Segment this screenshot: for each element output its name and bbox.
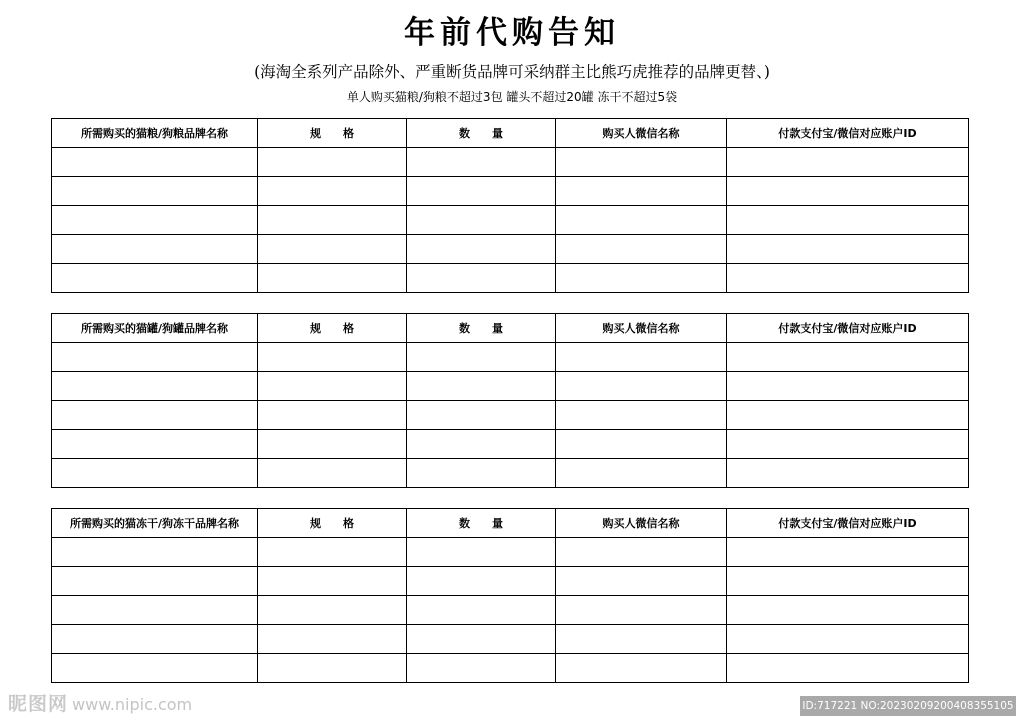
column-header-wechat-name: 购买人微信名称 xyxy=(556,509,727,538)
table-cell[interactable] xyxy=(407,654,556,683)
table-cell[interactable] xyxy=(258,654,407,683)
table-cell[interactable] xyxy=(407,625,556,654)
table-cell[interactable] xyxy=(52,459,258,488)
table-cell[interactable] xyxy=(727,264,969,293)
column-header-spec: 规 格 xyxy=(258,314,407,343)
column-header-spec: 规 格 xyxy=(258,119,407,148)
table-cell[interactable] xyxy=(727,654,969,683)
table-row xyxy=(52,177,969,206)
table-cell[interactable] xyxy=(407,177,556,206)
table-cell[interactable] xyxy=(556,177,727,206)
table-cell[interactable] xyxy=(727,401,969,430)
table-cell[interactable] xyxy=(407,401,556,430)
table-cell[interactable] xyxy=(556,430,727,459)
column-header-wechat-name: 购买人微信名称 xyxy=(556,314,727,343)
table-cell[interactable] xyxy=(556,567,727,596)
table-cell[interactable] xyxy=(727,596,969,625)
table-header-row xyxy=(52,509,969,538)
table-cell[interactable] xyxy=(407,459,556,488)
column-header-payment-id: 付款支付宝/微信对应账户ID xyxy=(727,119,969,148)
table-cell[interactable] xyxy=(727,459,969,488)
table-row xyxy=(52,235,969,264)
table-row xyxy=(52,459,969,488)
table-cell[interactable] xyxy=(258,206,407,235)
table-row xyxy=(52,538,969,567)
table-cell[interactable] xyxy=(258,343,407,372)
table-cell[interactable] xyxy=(258,625,407,654)
table-cell[interactable] xyxy=(258,372,407,401)
table-cell[interactable] xyxy=(258,401,407,430)
column-header-brand: 所需购买的猫冻干/狗冻干品牌名称 xyxy=(52,509,258,538)
table-cell[interactable] xyxy=(556,596,727,625)
table-cell[interactable] xyxy=(258,177,407,206)
table-cell[interactable] xyxy=(556,148,727,177)
page-title: 年前代购告知 xyxy=(404,15,620,51)
column-header-brand: 所需购买的猫粮/狗粮品牌名称 xyxy=(52,119,258,148)
table-cell[interactable] xyxy=(556,206,727,235)
watermark-url: www.nipic.com xyxy=(72,695,193,714)
table-cell[interactable] xyxy=(727,177,969,206)
table-cell[interactable] xyxy=(52,235,258,264)
table-row xyxy=(52,625,969,654)
table-cell[interactable] xyxy=(556,459,727,488)
table-cell[interactable] xyxy=(258,459,407,488)
table-cell[interactable] xyxy=(258,148,407,177)
column-header-payment-id: 付款支付宝/微信对应账户ID xyxy=(727,314,969,343)
table-cell[interactable] xyxy=(258,567,407,596)
table-row xyxy=(52,206,969,235)
column-header-spec: 规 格 xyxy=(258,509,407,538)
table-cell[interactable] xyxy=(727,625,969,654)
table-cell[interactable] xyxy=(258,538,407,567)
table-cell[interactable] xyxy=(407,206,556,235)
table-row xyxy=(52,430,969,459)
table-cell[interactable] xyxy=(52,264,258,293)
column-header-quantity: 数 量 xyxy=(407,314,556,343)
column-header-wechat-name: 购买人微信名称 xyxy=(556,119,727,148)
table-cell[interactable] xyxy=(727,430,969,459)
table-cell[interactable] xyxy=(52,206,258,235)
table-cell[interactable] xyxy=(556,343,727,372)
cat-dog-food-table xyxy=(51,118,969,293)
cat-dog-freeze-dried-table xyxy=(51,508,969,683)
table-cell[interactable] xyxy=(52,596,258,625)
table-cell[interactable] xyxy=(407,538,556,567)
table-cell[interactable] xyxy=(52,654,258,683)
table-cell[interactable] xyxy=(52,401,258,430)
table-cell[interactable] xyxy=(258,264,407,293)
table-cell[interactable] xyxy=(52,148,258,177)
site-watermark xyxy=(8,690,192,719)
table-cell[interactable] xyxy=(52,343,258,372)
table-cell[interactable] xyxy=(52,538,258,567)
table-cell[interactable] xyxy=(52,430,258,459)
table-header-row xyxy=(52,119,969,148)
table-cell[interactable] xyxy=(52,567,258,596)
table-row xyxy=(52,343,969,372)
table-row xyxy=(52,596,969,625)
table-cell[interactable] xyxy=(727,343,969,372)
purchase-limit-rule: 单人购买猫粮/狗粮不超过3包 罐头不超过20罐 冻干不超过5袋 xyxy=(346,90,678,104)
table-row xyxy=(52,148,969,177)
cat-dog-can-table xyxy=(51,313,969,488)
table-cell[interactable] xyxy=(407,596,556,625)
column-header-payment-id: 付款支付宝/微信对应账户ID xyxy=(727,509,969,538)
table-cell[interactable] xyxy=(727,538,969,567)
table-cell[interactable] xyxy=(52,625,258,654)
watermark-site-name: 昵图网 xyxy=(8,693,69,715)
table-cell[interactable] xyxy=(727,567,969,596)
table-cell[interactable] xyxy=(556,625,727,654)
table-cell[interactable] xyxy=(556,235,727,264)
table-cell[interactable] xyxy=(258,596,407,625)
table-cell[interactable] xyxy=(407,430,556,459)
column-header-quantity: 数 量 xyxy=(407,509,556,538)
table-cell[interactable] xyxy=(727,235,969,264)
table-cell[interactable] xyxy=(407,372,556,401)
table-cell[interactable] xyxy=(556,401,727,430)
table-cell[interactable] xyxy=(407,148,556,177)
table-cell[interactable] xyxy=(52,372,258,401)
column-header-quantity: 数 量 xyxy=(407,119,556,148)
table-row xyxy=(52,264,969,293)
table-cell[interactable] xyxy=(52,177,258,206)
table-cell[interactable] xyxy=(727,206,969,235)
table-cell[interactable] xyxy=(556,538,727,567)
table-row xyxy=(52,567,969,596)
image-id-watermark: ID:717221 NO:20230209200408355105 xyxy=(800,696,1016,716)
table-cell[interactable] xyxy=(407,235,556,264)
table-cell[interactable] xyxy=(407,567,556,596)
table-cell[interactable] xyxy=(407,343,556,372)
table-row xyxy=(52,401,969,430)
table-cell[interactable] xyxy=(556,264,727,293)
table-row xyxy=(52,372,969,401)
column-header-brand: 所需购买的猫罐/狗罐品牌名称 xyxy=(52,314,258,343)
table-row xyxy=(52,654,969,683)
table-cell[interactable] xyxy=(258,430,407,459)
table-cell[interactable] xyxy=(258,235,407,264)
table-header-row xyxy=(52,314,969,343)
table-cell[interactable] xyxy=(556,372,727,401)
table-cell[interactable] xyxy=(727,372,969,401)
subtitle-note: (海淘全系列产品除外、严重断货品牌可采纳群主比熊巧虎推荐的品牌更替、) xyxy=(254,63,770,81)
table-cell[interactable] xyxy=(556,654,727,683)
table-cell[interactable] xyxy=(407,264,556,293)
table-cell[interactable] xyxy=(727,148,969,177)
